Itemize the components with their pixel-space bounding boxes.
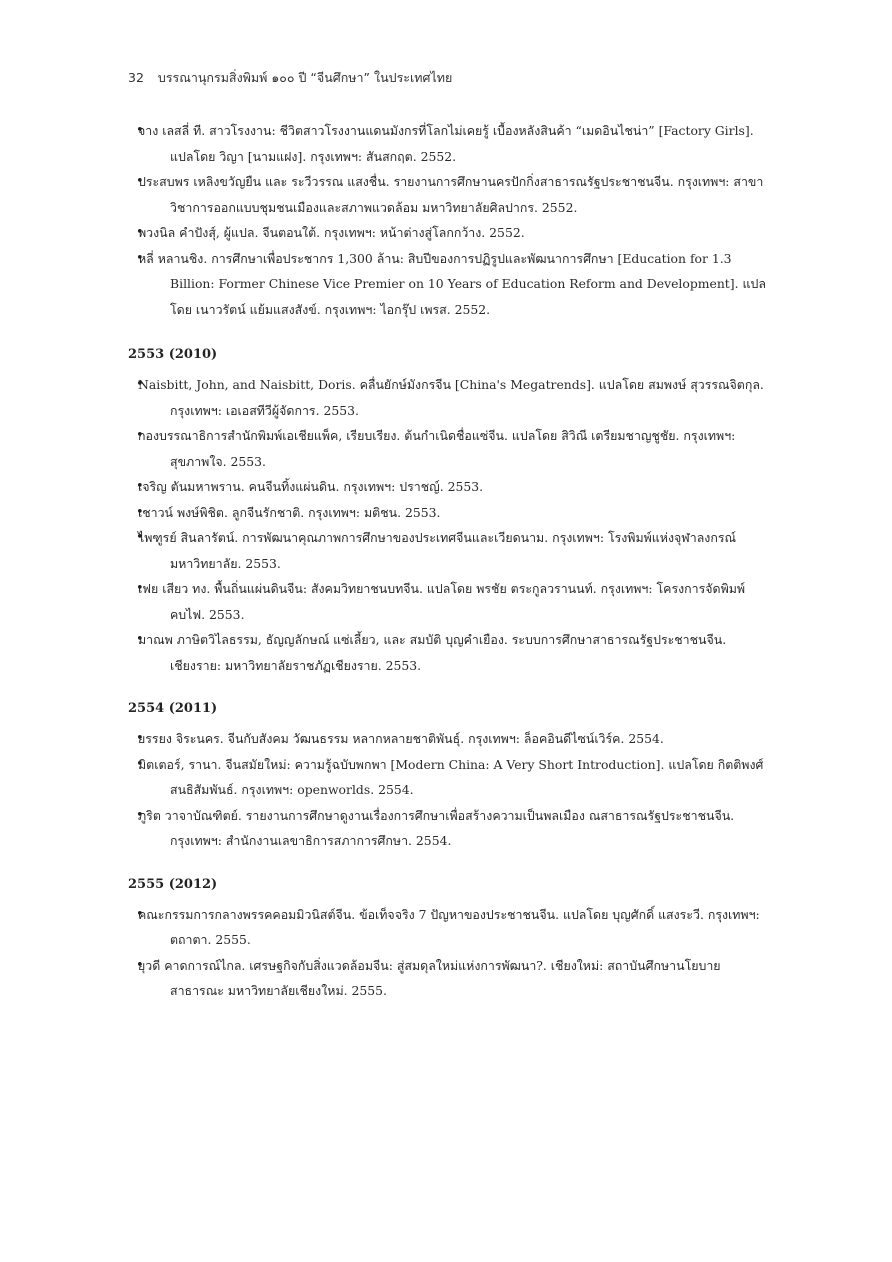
page-number: 32 [128, 70, 144, 85]
bibliography-entry: • มิตเตอร์, รานา. จีนสมัยใหม่: ความรู้ฉบับพกพา [Modern China: A Very Short Introduction]. แปลโดย กิตติพงศ์ สนธิสัมพันธ์. กรุงเทพฯ: openworlds. 2554. [128, 752, 768, 803]
entry-list [128, 372, 768, 678]
bibliography-entry: • Naisbitt, John, and Naisbitt, Doris. คลื่นยักษ์มังกรจีน [China's Megatrends]. แปลโดย สมพงษ์ สุวรรณจิตกุล. กรุงเทพฯ: เอเอสทีวีผู้จัดการ. 2553. [128, 372, 768, 423]
bibliography-entry: • ภูริต วาจาบัณฑิตย์. รายงานการศึกษาดูงานเรื่องการศึกษาเพื่อสร้างความเป็นพลเมือง ณสาธารณรัฐประชาชนจีน. กรุงเทพฯ: สำนักงานเลขาธิการสภาการศึกษา. 2554. [128, 803, 768, 854]
running-title: บรรณานุกรมสิ่งพิมพ์ ๑๐๐ ปี “จีนศึกษา” ในประเทศไทย [157, 70, 453, 85]
bibliography-entry: • ไพฑูรย์ สินลารัตน์. การพัฒนาคุณภาพการศึกษาของประเทศจีนและเวียดนาม. กรุงเทพฯ: โรงพิมพ์แห่งจุฬาลงกรณ์มหาวิทยาลัย. 2553. [128, 525, 768, 576]
bibliography-entry: • เจริญ ตันมหาพราน. คนจีนทิ้งแผ่นดิน. กรุงเทพฯ: ปราชญ์. 2553. [128, 474, 768, 500]
bibliography-entry: • ยรรยง จิระนคร. จีนกับสังคม วัฒนธรรม หลากหลายชาติพันธุ์. กรุงเทพฯ: ล็อคอินดีไซน์เวิร์ค. 2554. [128, 726, 768, 752]
bibliography-entry: • มาณพ ภาษิตวิไลธรรม, ธัญญลักษณ์ แซ่เลี้ยว, และ สมบัติ บุญคำเยือง. ระบบการศึกษาสาธารณรัฐประชาชนจีน. เชียงราย: มหาวิทยาลัยราชภัฏเชียงราย. 2553. [128, 627, 768, 678]
bibliography-content [128, 118, 768, 1024]
bibliography-entry: • คณะกรรมการกลางพรรคคอมมิวนิสต์จีน. ข้อเท็จจริง 7 ปัญหาของประชาชนจีน. แปลโดย บุญศักดิ์ แสงระวี. กรุงเทพฯ: ตถาตา. 2555. [128, 902, 768, 953]
entry-list [128, 118, 768, 322]
year-heading: 2554 (2011) [128, 701, 218, 716]
bibliography-section-2554 [128, 698, 768, 854]
bibliography-entry: • ยุวดี คาดการณ์ไกล. เศรษฐกิจกับสิ่งแวดล้อมจีน: สู่สมดุลใหม่แห่งการพัฒนา?. เชียงใหม่: สถาบันศึกษานโยบายสาธารณะ มหาวิทยาลัยเชียงใหม่. 2555. [128, 953, 768, 1004]
entry-list [128, 726, 768, 854]
bibliography-entry: • จาง เลสลี่ ที. สาวโรงงาน: ชีวิตสาวโรงงานแดนมังกรที่โลกไม่เคยรู้ เบื้องหลังสินค้า “เมดอินไชน่า” [Factory Girls]. แปลโดย วิญา [นามแฝง]. กรุงเทพฯ: สันสกฤต. 2552. [128, 118, 768, 169]
running-header [128, 68, 452, 88]
bibliography-entry: • เฟย เสียว ทง. พื้นถิ่นแผ่นดินจีน: สังคมวิทยาชนบทจีน. แปลโดย พรชัย ตระกูลวรานนท์. กรุงเทพฯ: โครงการจัดพิมพ์คบไฟ. 2553. [128, 576, 768, 627]
entry-list [128, 902, 768, 1004]
bibliography-entry: • หลี่ หลานชิง. การศึกษาเพื่อประชากร 1,300 ล้าน: สิบปีของการปฏิรูปและพัฒนาการศึกษา [Education for 1.3 Billion: Former Chinese Vice Premier on 10 Years of Education Reform and Development]. แปลโดย เนาวรัตน์ แย้มแสงสังข์. กรุงเทพฯ: ไอกรุ๊ป เพรส. 2552. [128, 246, 768, 323]
bibliography-entry: • พวงนิล คำปังสุ์, ผู้แปล. จีนตอนใต้. กรุงเทพฯ: หน้าต่างสู่โลกกว้าง. 2552. [128, 220, 768, 246]
year-heading: 2555 (2012) [128, 876, 218, 892]
bibliography-entry: • เชาวน์ พงษ์พิชิต. ลูกจีนรักชาติ. กรุงเทพฯ: มติชน. 2553. [128, 500, 768, 526]
bibliography-entry: • ประสบพร เหลิงขวัญยืน และ ระวีวรรณ แสงชื่น. รายงานการศึกษานครปักกิ่งสาธารณรัฐประชาชนจีน. กรุงเทพฯ: สาขาวิชาการออกแบบชุมชนเมืองและสภาพแวดล้อม มหาวิทยาลัยศิลปากร. 2552. [128, 169, 768, 220]
year-heading: 2553 (2010) [128, 347, 218, 362]
bibliography-section-2555 [128, 874, 768, 1004]
bibliography-entry: • กองบรรณาธิการสำนักพิมพ์เอเชียแพ็ค, เรียบเรียง. ต้นกำเนิดชื่อแซ่จีน. แปลโดย สิวิณี เตรียมชาญชูชัย. กรุงเทพฯ: สุขภาพใจ. 2553. [128, 423, 768, 474]
bibliography-section-2553 [128, 344, 768, 678]
bibliography-section-2552 [128, 118, 768, 322]
